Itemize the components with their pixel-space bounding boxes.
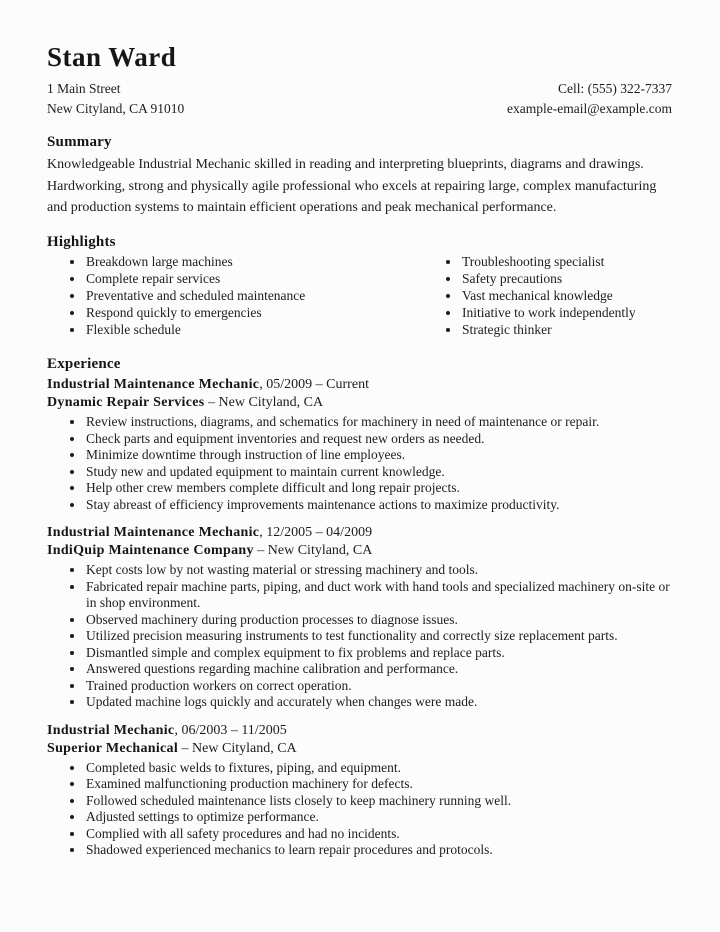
highlight-item: • Flexible schedule <box>85 323 423 337</box>
job-bullet: • Dismantled simple and complex equipment to fix problems and replace parts. <box>85 645 672 662</box>
job-dates: , 05/2009 – Current <box>259 377 369 393</box>
highlight-item: • Safety precautions <box>461 272 672 286</box>
job-dates: , 12/2005 – 04/2009 <box>259 525 373 541</box>
job-bullet: • Complied with all safety procedures and had no incidents. <box>85 826 672 843</box>
highlight-item: • Breakdown large machines <box>85 255 423 269</box>
job-title: Industrial Mechanic <box>47 722 175 738</box>
highlight-item: • Respond quickly to emergencies <box>85 306 423 320</box>
email-address: example-email@example.com <box>507 101 672 116</box>
highlight-item: • Troubleshooting specialist <box>461 255 672 269</box>
job-bullet: • Study new and updated equipment to maintain current knowledge. <box>85 464 672 481</box>
resume-header <box>47 42 672 119</box>
job-bullet: • Answered questions regarding machine calibration and performance. <box>85 661 672 678</box>
experience-heading: Experience <box>47 356 121 373</box>
job-bullet: • Review instructions, diagrams, and schematics for machinery in need of maintenance or repair. <box>85 414 672 431</box>
job-title: Industrial Maintenance Mechanic <box>47 525 260 541</box>
job-bullet-list <box>47 562 672 711</box>
job-location: – New Cityland, CA <box>178 740 297 756</box>
highlight-item: • Vast mechanical knowledge <box>461 289 672 303</box>
contact-address <box>47 79 184 119</box>
highlights-columns <box>47 255 672 341</box>
job-bullet: • Utilized precision measuring instruments to test functionality and correctly size replacement parts. <box>85 628 672 645</box>
phone-number: Cell: (555) 322-7337 <box>558 81 672 96</box>
job-bullet: • Stay abreast of efficiency improvements maintenance actions to maximize productivity. <box>85 497 672 514</box>
highlights-left-list <box>47 255 423 341</box>
job-bullet: • Shadowed experienced mechanics to learn repair procedures and protocols. <box>85 842 672 859</box>
job-entry-1 <box>47 376 672 513</box>
contact-row <box>47 79 672 119</box>
summary-heading: Summary <box>47 134 112 150</box>
job-location: – New Cityland, CA <box>204 395 324 411</box>
address-line-1: 1 Main Street <box>47 81 121 96</box>
highlights-heading: Highlights <box>47 233 116 250</box>
contact-details <box>507 79 672 119</box>
job-title-line <box>47 524 672 542</box>
job-title-line <box>47 722 672 740</box>
job-bullet: • Trained production workers on correct operation. <box>85 678 672 695</box>
job-entry-2 <box>47 524 672 711</box>
job-location: – New Cityland, CA <box>253 543 373 559</box>
job-title: Industrial Maintenance Mechanic <box>47 377 260 393</box>
highlight-item: • Complete repair services <box>85 272 423 286</box>
job-company-line <box>47 394 672 412</box>
job-company-line <box>47 542 672 560</box>
job-company: Superior Mechanical <box>47 740 179 756</box>
job-dates: , 06/2003 – 11/2005 <box>174 722 287 738</box>
job-bullet-list <box>47 760 672 859</box>
job-bullet: • Completed basic welds to fixtures, piping, and equipment. <box>85 760 672 777</box>
job-bullet: • Help other crew members complete difficult and long repair projects. <box>85 480 672 497</box>
job-bullet: • Examined malfunctioning production machinery for defects. <box>85 776 672 793</box>
job-bullet: • Adjusted settings to optimize performance. <box>85 809 672 826</box>
job-bullet: • Fabricated repair machine parts, piping, and duct work with hand tools and specialized machinery on-site or in shop environment. <box>85 579 672 612</box>
experience-section <box>47 355 672 859</box>
job-bullet: • Followed scheduled maintenance lists closely to keep machinery running well. <box>85 793 672 810</box>
job-entry-3 <box>47 722 672 859</box>
highlight-item: • Initiative to work independently <box>461 306 672 320</box>
job-bullet: • Updated machine logs quickly and accurately when changes were made. <box>85 694 672 711</box>
job-bullet: • Check parts and equipment inventories and request new orders as needed. <box>85 431 672 448</box>
address-line-2: New Cityland, CA 91010 <box>47 101 185 116</box>
highlights-section <box>47 233 672 341</box>
job-bullet: • Observed machinery during production processes to diagnose issues. <box>85 612 672 629</box>
summary-text: Knowledgeable Industrial Mechanic skilled in reading and interpreting blueprints, diagrams and drawings. Hardworking, strong and physically agile professional who excels at repairing large, complex manufacturing and production systems to maintain efficient operations and peak mechanical performance. <box>47 157 657 215</box>
highlight-item: • Preventative and scheduled maintenance <box>85 289 423 303</box>
job-bullet-list <box>47 414 672 513</box>
job-bullet: • Minimize downtime through instruction of line employees. <box>85 447 672 464</box>
job-bullet: • Kept costs low by not wasting material or stressing machinery and tools. <box>85 562 672 579</box>
job-company: Dynamic Repair Services <box>47 395 205 411</box>
summary-section <box>47 133 672 219</box>
highlight-item: • Strategic thinker <box>461 323 672 337</box>
highlights-right-list <box>423 255 672 341</box>
job-title-line <box>47 376 672 394</box>
job-company-line <box>47 740 672 758</box>
person-name: Stan Ward <box>47 42 177 72</box>
job-company: IndiQuip Maintenance Company <box>47 543 254 559</box>
